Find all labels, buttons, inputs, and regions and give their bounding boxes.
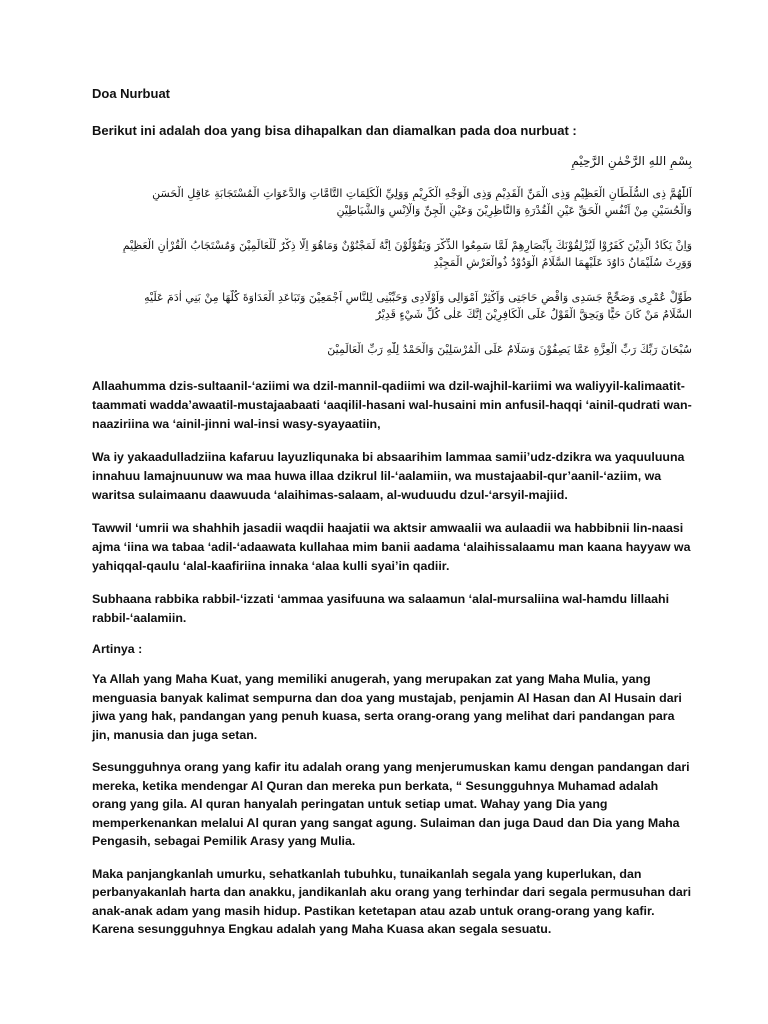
arabic-paragraph [92,290,692,322]
arabic-line: وَالْحُسَيْنِ مِنْ اَنْفُسِ الْحَقِّ عَيْنِ الْقُدْرَةِ وَالنَّاظِرِيْنَ وَعَيْنِ الْجِنِّ وَالْاِنْسِ وَالشَّيَاطِيْنِ [336,204,692,217]
arabic-line: السَّلَامُ مَنْ كَانَ حَيًّا وَيَحِقَّ الْقَوْلُ عَلَى الْكَافِرِيْنَ اِنَّكَ عَلٰى كُلِّ شَيْءٍ قَدِيْرٌ [375,308,692,321]
latin-paragraph: Wa iy yakaadulladziina kafaruu layuzliqunaka bi absaarihim lammaa samii’udz-dzikra wa yaquuluuna innahuu lamajnuunuw wa maa huwa illaa dzikrul lil-‘aalamiin, wa mustajaabil-qur’aanil-‘aziim, wa waritsa sulaimaanu daawuuda ‘alaihimas-salaam, al-wuduudu dzul-‘arsyil-majiid. [92,450,685,502]
arabic-paragraph [92,186,692,218]
arabic-text [92,154,692,357]
latin-paragraph: Subhaana rabbika rabbil-‘izzati ‘ammaa yasifuuna wa salaamun ‘alal-mursaliina wal-hamdu lillaahi rabbil-‘aalamiin. [92,592,670,625]
arabic-paragraph [92,342,692,357]
arabic-line: وَاِنْ يَكَادُ الَّذِيْنَ كَفَرُوْا لَيُزْلِقُوْنَكَ بِاَبْصَارِهِمْ لَمَّا سَمِعُوا الذِّكْرَ وَيَقُوْلُوْنَ اِنَّهُ لَمَجْنُوْنٌ وَمَاهُوَ اِلَّا ذِكْرٌ لِّلْعَالَمِيْنَ وَمُسْتَجَابُ الْقُرْاٰنِ الْعَظِيْمِ [122,239,692,252]
intro-text: Berikut ini adalah doa yang bisa dihapalkan dan diamalkan pada doa nurbuat : [92,123,577,138]
translation-label: Artinya : [92,642,143,656]
latin-transliteration [92,377,692,628]
arabic-paragraph [92,238,692,270]
document-title: Doa Nurbuat [92,86,170,101]
latin-paragraph: Allaahumma dzis-sultaanil-‘aziimi wa dzil-mannil-qadiimi wa dzil-wajhil-kariimi wa waliyyil-kalimaatit-taammati wadda’awaatil-mustajaabaati ‘aaqilil-hasani wal-husaini min anfusil-haqqi ‘ainil-qudrati wan-naaziriina wa ‘ainil-jinni wal-insi wasy-syayaatiin, [92,379,692,431]
translation-text [92,670,692,939]
arabic-line: سُبْحَانَ رَبِّكَ رَبِّ الْعِزَّةِ عَمَّا يَصِفُوْنَ وَسَلَامٌ عَلَى الْمُرْسَلِيْنَ وَالْحَمْدُ لِلّٰهِ رَبِّ الْعَالَمِيْنَ [327,343,692,356]
arabic-line: اَللّٰهُمَّ ذِى السُّلْطَانِ الْعَظِيْمِ وَذِى الْمَنِّ الْقَدِيْمِ وَذِى الْوَجْهِ الْكَرِيْمِ وَوَلِيِّ الْكَلِمَاتِ التَّامَّاتِ وَالدَّعَوَاتِ الْمُسْتَجَابَةِ عَاقِلِ الْحَسَنِ [152,187,692,200]
latin-paragraph: Tawwil ‘umrii wa shahhih jasadii waqdii haajatii wa aktsir amwaalii wa aulaadii wa habbibnii lin-naasi ajma ‘iina wa tabaa ‘adil-‘adaawata kullahaa mim banii aadama ‘alaihissalaamu man kaana hayyaw wa yahiqqal-qaulu ‘alal-kaafiriina innaka ‘alaa kulli syai’in qadiir. [92,521,691,573]
document-content [92,86,692,953]
translation-paragraph: Ya Allah yang Maha Kuat, yang memiliki anugerah, yang merupakan zat yang Maha Mulia, yang menguasia banyak kalimat sempurna dan doa yang mustajab, penjamin Al Hasan dan Al Husain dari jiwa yang hak, pandangan yang penuh kuasa, serta orang-orang yang melihat dari pandangan para jin, manusia dan juga setan. [92,672,682,742]
translation-paragraph: Maka panjangkanlah umurku, sehatkanlah tubuhku, tunaikanlah segala yang kuperlukan, dan perbanyakanlah harta dan anakku, jandikanlah aku orang yang terhindar dari segala permusuhan dari anak-anak adam yang masih hidup. Pastikan ketetapan atau azab untuk orang-orang yang kafir. Karena sesungguhnya Engkau adalah yang Maha Kuasa akan segala sesuatu. [92,866,692,936]
arabic-line: طَوِّلْ عُمْرِى وَصَحِّحْ جَسَدِى وَاقْضِ حَاجَتِى وَاَكْثِرْ اَمْوَالِى وَاَوْلَادِى وَحَبِّبْنِى لِلنَّاسِ اَجْمَعِيْنَ وَتَبَاعَدِ الْعَدَاوَةَ كُلَّهَا مِنْ بَنِي اٰدَمَ عَلَيْهِ [144,291,692,304]
translation-paragraph: Sesungguhnya orang yang kafir itu adalah orang yang menjerumuskan kamu dengan pandangan dari mereka, ketika mendengar Al Quran dan mereka pun berkata, “ Sesungguhnya Muhamad adalah orang yang gila. Al quran hanyalah peringatan untuk setiap umat. Wahay yang Dia yang memperkenankan melalui Al quran yang sangat agung. Sulaiman dan juga Daud dan Dia yang Maha Pengasih, sebagai Pemilik Arasy yang Mulia. [92,760,690,848]
arabic-basmala: بِسْمِ اللهِ الرَّحْمٰنِ الرَّحِيْمِ [571,154,692,168]
arabic-line: وَوَرِثَ سُلَيْمَانُ دَاوُدَ عَلَيْهِمَا السَّلَامُ الْوَدُوْدُ ذُوالْعَرْشِ الْمَجِيْدِ [433,256,692,269]
